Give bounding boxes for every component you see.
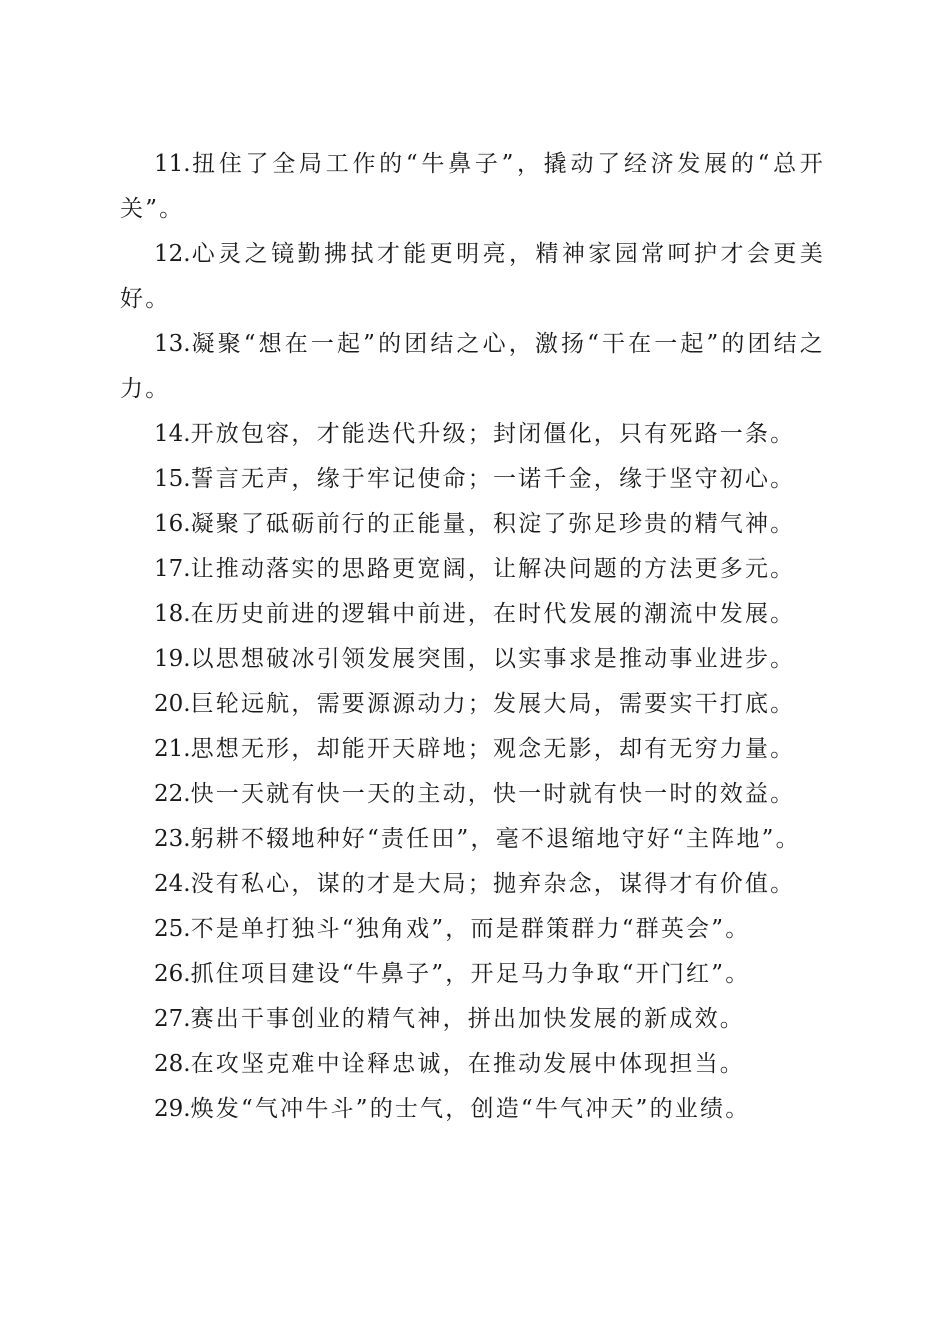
paragraph-number: 18. [154, 601, 191, 627]
paragraph-11 [120, 142, 825, 232]
paragraph-text: 焕发“气冲牛斗”的士气，创造“牛气冲天”的业绩。 [190, 1096, 751, 1122]
paragraph-text: 凝聚“想在一起”的团结之心，激扬“干在一起”的团结之力。 [120, 331, 825, 402]
paragraph-18 [120, 592, 825, 637]
paragraph-text: 赛出干事创业的精气神，拼出加快发展的新成效。 [190, 1006, 745, 1032]
paragraph-20 [120, 682, 825, 727]
paragraph-12 [120, 232, 825, 322]
paragraph-number: 28. [154, 1051, 191, 1077]
paragraph-28 [120, 1042, 825, 1087]
paragraph-text: 以思想破冰引领发展突围，以实事求是推动事业进步。 [190, 646, 796, 672]
paragraph-number: 14. [154, 421, 191, 447]
paragraph-number: 22. [154, 781, 191, 807]
paragraph-number: 25. [154, 916, 191, 942]
paragraph-number: 27. [154, 1006, 191, 1032]
paragraph-text: 快一天就有快一天的主动，快一时就有快一时的效益。 [190, 781, 796, 807]
paragraph-16 [120, 502, 825, 547]
paragraph-number: 24. [154, 871, 191, 897]
paragraph-24 [120, 862, 825, 907]
paragraph-text: 躬耕不辍地种好“责任田”，毫不退缩地守好“主阵地”。 [190, 826, 801, 852]
paragraph-text: 在历史前进的逻辑中前进，在时代发展的潮流中发展。 [190, 601, 796, 627]
paragraph-17 [120, 547, 825, 592]
paragraph-21 [120, 727, 825, 772]
paragraph-number: 17. [154, 556, 191, 582]
paragraph-15 [120, 457, 825, 502]
paragraph-text: 扭住了全局工作的“牛鼻子”，撬动了经济发展的“总开关”。 [120, 151, 825, 222]
paragraph-number: 21. [154, 736, 191, 762]
paragraph-13 [120, 322, 825, 412]
paragraph-number: 19. [154, 646, 191, 672]
paragraph-number: 13. [154, 331, 191, 357]
paragraph-text: 在攻坚克难中诠释忠诚，在推动发展中体现担当。 [190, 1051, 745, 1077]
paragraph-14 [120, 412, 825, 457]
paragraph-number: 15. [154, 466, 191, 492]
paragraph-text: 心灵之镜勤拂拭才能更明亮，精神家园常呵护才会更美好。 [120, 241, 825, 312]
paragraph-text: 不是单打独斗“独角戏”，而是群策群力“群英会”。 [190, 916, 751, 942]
paragraph-text: 没有私心，谋的才是大局；抛弃杂念，谋得才有价值。 [190, 871, 796, 897]
paragraph-22 [120, 772, 825, 817]
paragraph-19 [120, 637, 825, 682]
paragraph-23 [120, 817, 825, 862]
paragraph-text: 誓言无声，缘于牢记使命；一诺千金，缘于坚守初心。 [190, 466, 796, 492]
document-body [120, 142, 825, 1132]
paragraph-25 [120, 907, 825, 952]
paragraph-number: 12. [154, 241, 191, 267]
paragraph-number: 23. [154, 826, 191, 852]
paragraph-26 [120, 952, 825, 997]
paragraph-27 [120, 997, 825, 1042]
paragraph-number: 11. [154, 151, 191, 177]
paragraph-text: 开放包容，才能迭代升级；封闭僵化，只有死路一条。 [190, 421, 796, 447]
paragraph-text: 巨轮远航，需要源源动力；发展大局，需要实干打底。 [190, 691, 796, 717]
paragraph-number: 29. [154, 1096, 191, 1122]
paragraph-number: 20. [154, 691, 191, 717]
paragraph-number: 26. [154, 961, 191, 987]
paragraph-text: 抓住项目建设“牛鼻子”，开足马力争取“开门红”。 [190, 961, 751, 987]
paragraph-text: 思想无形，却能开天辟地；观念无影，却有无穷力量。 [190, 736, 796, 762]
paragraph-number: 16. [154, 511, 191, 537]
paragraph-text: 凝聚了砥砺前行的正能量，积淀了弥足珍贵的精气神。 [190, 511, 796, 537]
paragraph-text: 让推动落实的思路更宽阔，让解决问题的方法更多元。 [190, 556, 796, 582]
paragraph-29 [120, 1087, 825, 1132]
